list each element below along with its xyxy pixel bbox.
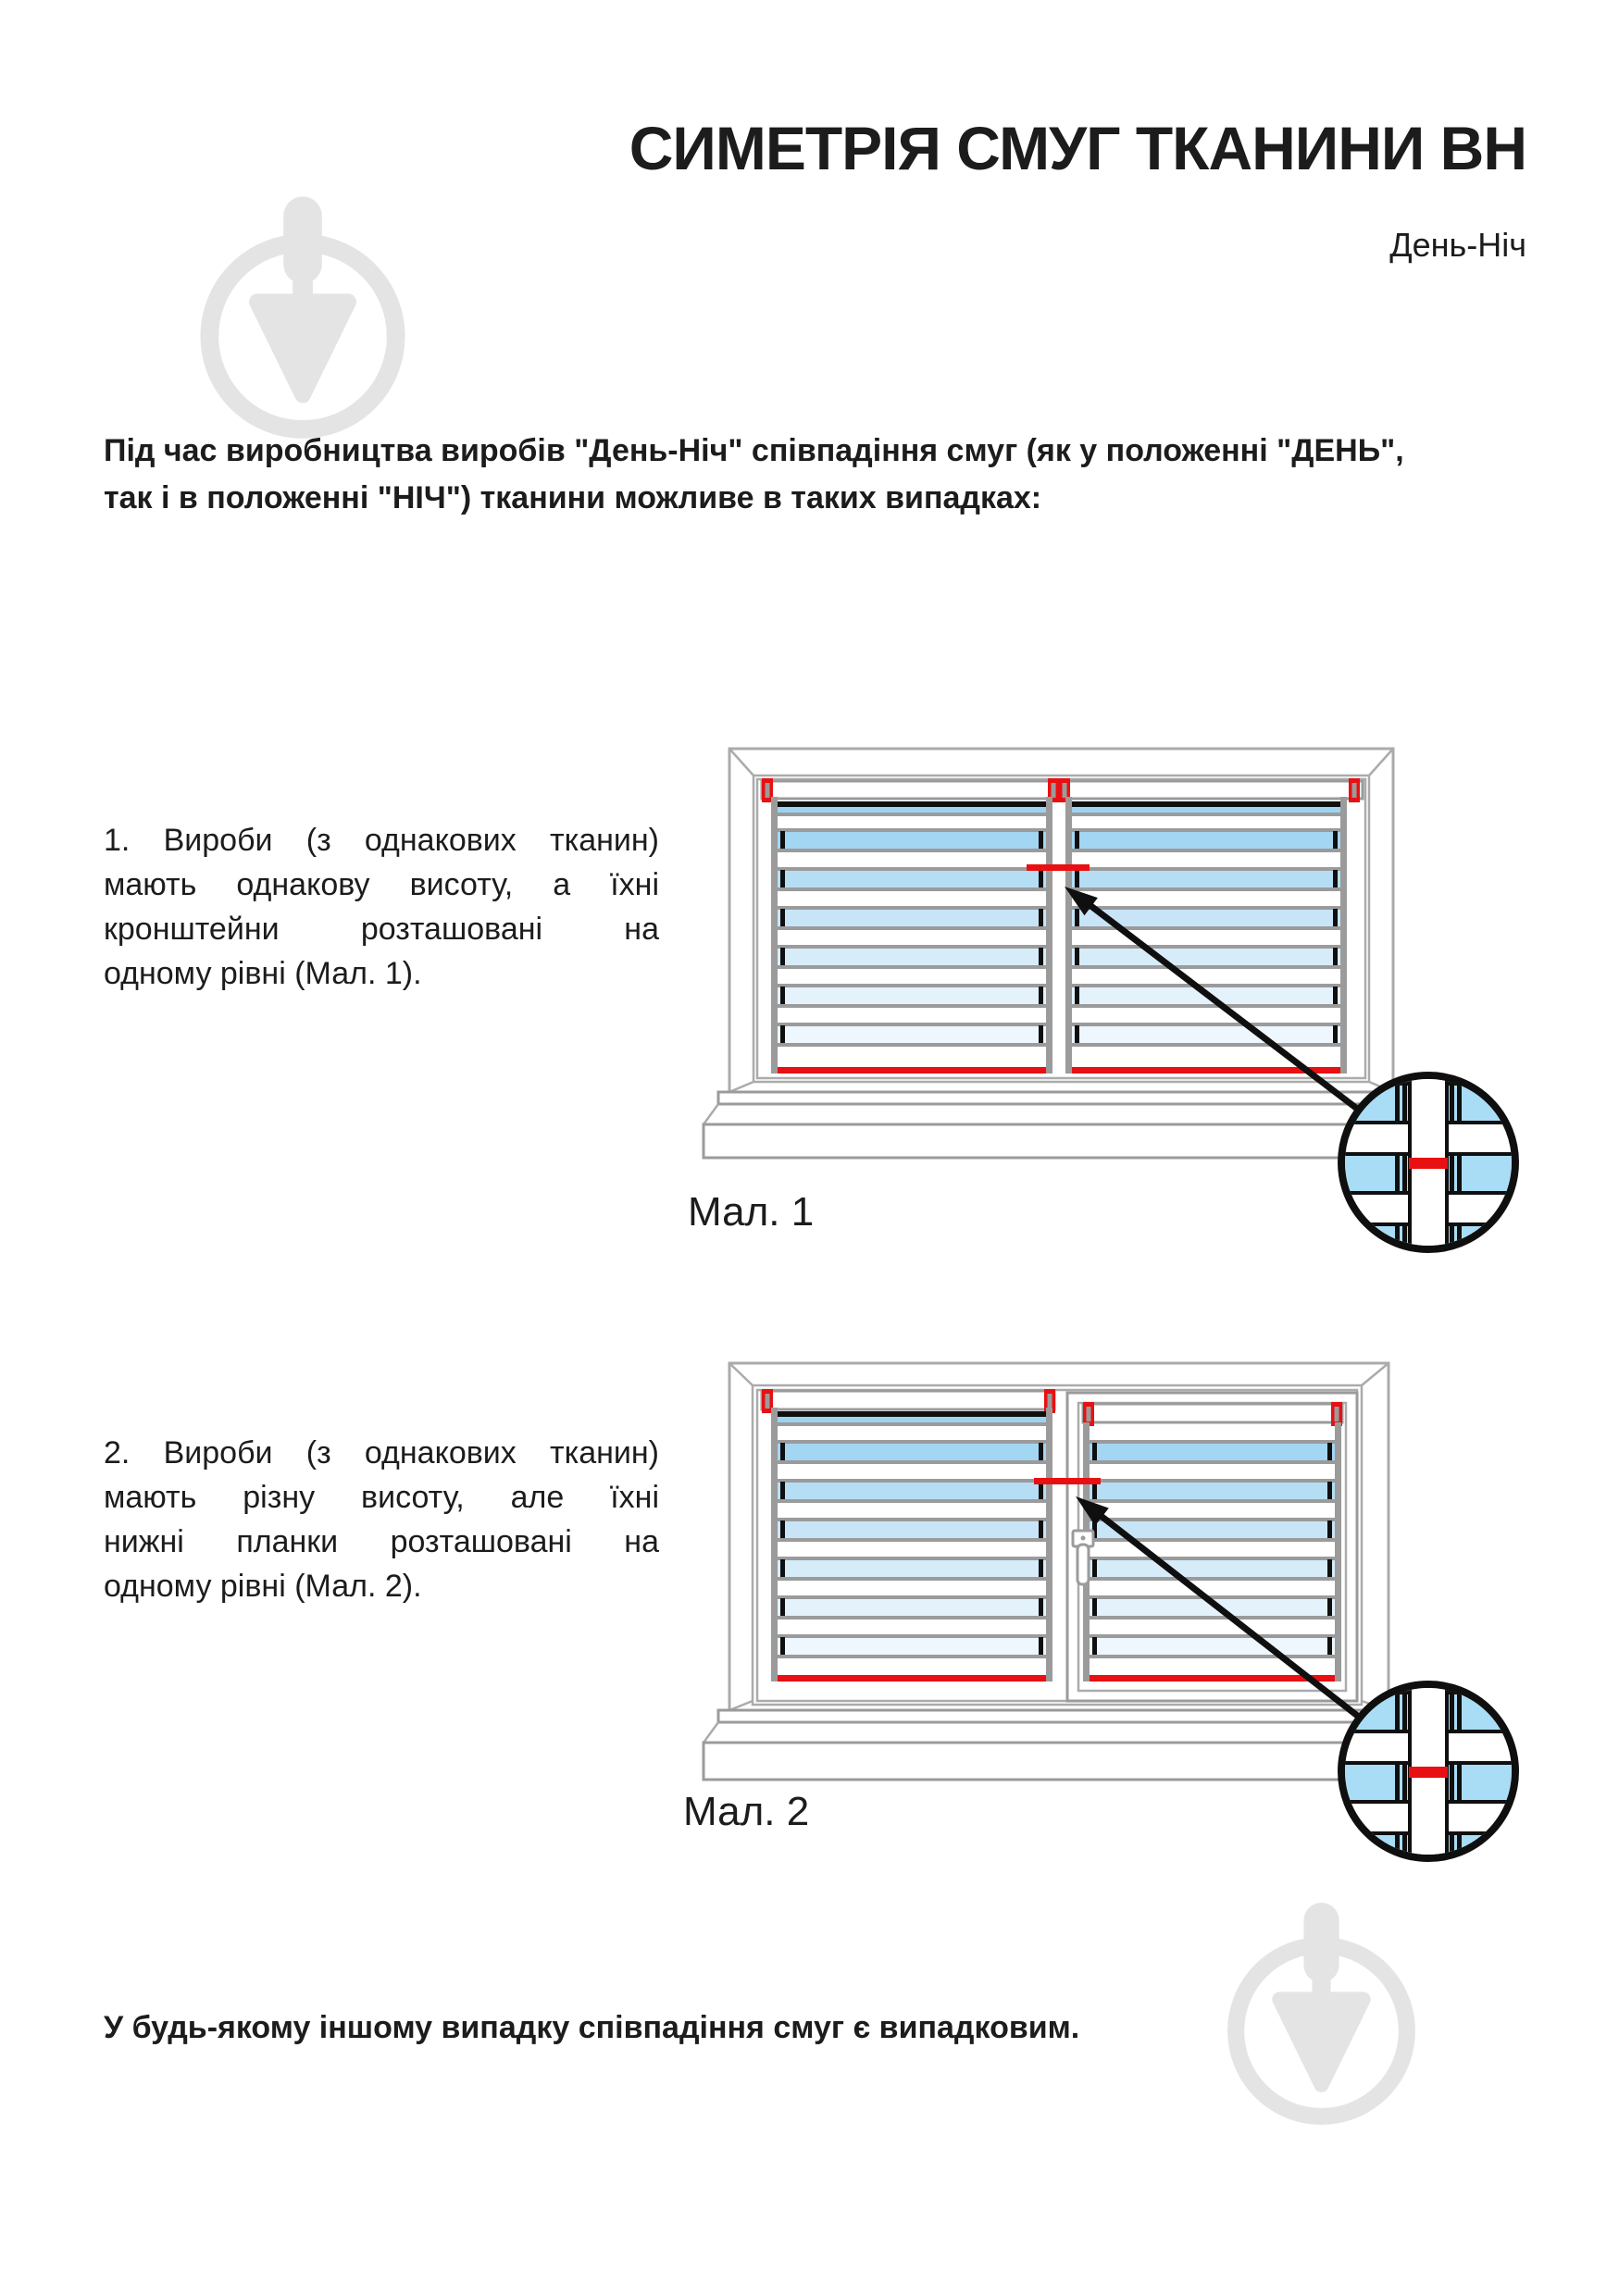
item-1-line: 1. Вироби (з однакових тканин) — [104, 823, 659, 858]
item-1-line: одному рівні (Мал. 1). — [104, 956, 422, 991]
magnifier-detail — [1341, 1075, 1515, 1261]
brand-watermark-icon — [196, 192, 409, 441]
footer-statement: У будь-якому іншому випадку співпадіння смуг є випадковим. — [104, 2010, 1080, 2045]
item-1-line: кронштейни розташовані на — [104, 912, 659, 947]
right-blind — [1065, 797, 1347, 1074]
item-2-line: одному рівні (Мал. 2). — [104, 1569, 422, 1604]
window-sill — [704, 1710, 1440, 1780]
item-2-line: мають різну висоту, але їхні — [104, 1480, 659, 1515]
figure-2-caption: Мал. 2 — [683, 1789, 810, 1834]
alignment-marker — [1034, 1478, 1101, 1484]
figure-1-window-diagram — [685, 736, 1537, 1259]
brand-watermark-icon — [1224, 1899, 1419, 2127]
page-subtitle: День-Ніч — [1389, 226, 1526, 264]
left-blind — [762, 1389, 1055, 1682]
item-1-line: мають однакову висоту, а їхні — [104, 867, 659, 902]
page-title: СИМЕТРІЯ СМУГ ТКАНИНИ ВН — [629, 114, 1526, 182]
item-1-paragraph — [104, 818, 659, 996]
figure-2-window-diagram — [685, 1351, 1537, 1869]
magnifier-detail — [1341, 1684, 1515, 1870]
item-2-paragraph — [104, 1431, 659, 1608]
left-blind — [771, 797, 1052, 1074]
window-sill — [704, 1092, 1440, 1158]
intro-line: Під час виробництва виробів "День-Ніч" співпадіння смуг (як у положенні "ДЕНЬ", — [104, 433, 1404, 468]
item-2-line: 2. Вироби (з однакових тканин) — [104, 1435, 659, 1471]
figure-1-caption: Мал. 1 — [688, 1189, 815, 1235]
right-blind — [1083, 1402, 1342, 1682]
intro-line: так і в положенні "НІЧ") тканини можливе в таких випадках: — [104, 480, 1042, 515]
intro-paragraph — [104, 428, 1404, 522]
item-2-line: нижні планки розташовані на — [104, 1524, 659, 1559]
alignment-marker — [1027, 864, 1090, 871]
